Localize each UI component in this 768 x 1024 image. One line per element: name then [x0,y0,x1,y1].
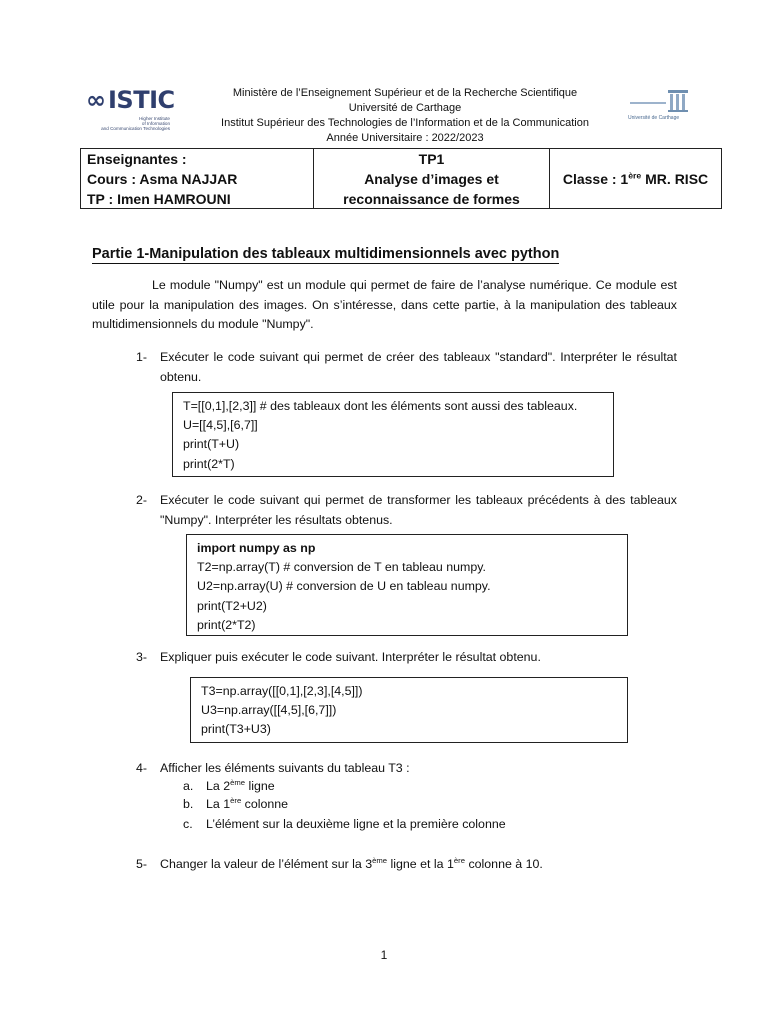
code-line: T2=np.array(T) # conversion de T en tableau numpy. [197,560,486,575]
code-line: print(2*T) [183,456,235,471]
code-line: print(T3+U3) [201,722,271,737]
tp-title-cell [314,149,550,208]
ministry-line: Ministère de l’Enseignement Supérieur et de la Recherche Scientifique [232,87,578,99]
institution-header [190,86,620,146]
code-line: T3=np.array([[0,1],[2,3],[4,5]]) [201,684,363,698]
question-4-text: Afficher les éléments suivants du tableau T3 : [160,761,410,775]
tp-number: TP1 [418,151,445,167]
code-line: T=[[0,1],[2,3]] # des tableaux dont les éléments sont aussi des tableaux. [183,399,578,413]
intro-paragraph: Le module "Numpy" est un module qui permet de faire de l’analyse numérique. Ce module est utile pour la manipulation des images. On s’intéresse, dans cette partie, à la manipulation des tableaux multidimensionnels du module "Numpy". [92,278,677,332]
teachers-label: Enseignantes : [87,151,187,167]
question-2-text: Exécuter le code suivant qui permet de transformer les tableaux précédents à des tableaux "Numpy". Interpréter les résultats obtenus. [160,493,677,527]
question-1-text: Exécuter le code suivant qui permet de créer des tableaux "standard". Interpréter le résultat obtenu. [160,350,677,384]
code-line: print(T2+U2) [197,598,267,613]
code-line: print(T+U) [183,437,240,452]
code-line: print(2*T2) [197,617,256,632]
class-label: Classe : 1ère MR. RISC [562,169,709,187]
tp-subtitle-line-2: reconnaissance de formes [343,191,520,207]
code-line: U3=np.array([[4,5],[6,7]]) [201,703,337,718]
sub-item-a: a. La 2ème ligne [183,777,275,793]
istic-logo-sub-3: and Communication Technologies [101,126,170,131]
question-3-number: 3- [136,650,148,664]
tp-teacher: TP : Imen HAMROUNI [87,191,231,207]
istic-logo-mark: ∞ [86,86,106,114]
universite-carthage-logo-text: Université de Carthage [628,115,680,121]
tp-subtitle-line-1: Analyse d’images et [364,171,499,187]
question-1-number: 1- [136,350,148,364]
sub-item-c: c. L’élément sur la deuxième ligne et la première colonne [183,817,506,831]
class-cell [550,149,721,208]
question-3-text: Expliquer puis exécuter le code suivant. Interpréter le résultat obtenu. [160,650,541,664]
university-line: Université de Carthage [348,102,462,114]
academic-year-line: Année Universitaire : 2022/2023 [326,132,484,144]
code-line: U=[[4,5],[6,7]] [183,418,258,433]
carthage-columns-icon [628,88,692,128]
istic-logo-sub-2: of Information [141,121,170,126]
sub-item-b: b. La 1ère colonne [183,795,289,811]
istic-logo [86,86,175,138]
code-block-3 [190,677,628,743]
section-title: Partie 1-Manipulation des tableaux multidimensionnels avec python [92,246,560,262]
page-number: 1 [380,948,388,962]
istic-logo-text: ISTIC [108,86,175,114]
universite-carthage-logo [628,88,692,128]
question-4-number: 4- [136,761,148,775]
code-line: import numpy as np [197,541,316,555]
code-block-1 [172,392,614,477]
code-line: U2=np.array(U) # conversion de U en tableau numpy. [197,579,491,594]
question-2-number: 2- [136,493,148,507]
course-teacher: Cours : Asma NAJJAR [87,171,238,187]
istic-logo-sub-1: Higher Institute [139,116,170,121]
question-5-number: 5- [136,857,148,871]
teachers-cell [81,149,314,208]
course-info-table [80,148,722,209]
question-5-text: Changer la valeur de l’élément sur la 3ème ligne et la 1ère colonne à 10. [160,855,543,871]
code-block-2 [186,534,628,636]
institute-line: Institut Supérieur des Technologies de l’Information et de la Communication [221,117,589,129]
